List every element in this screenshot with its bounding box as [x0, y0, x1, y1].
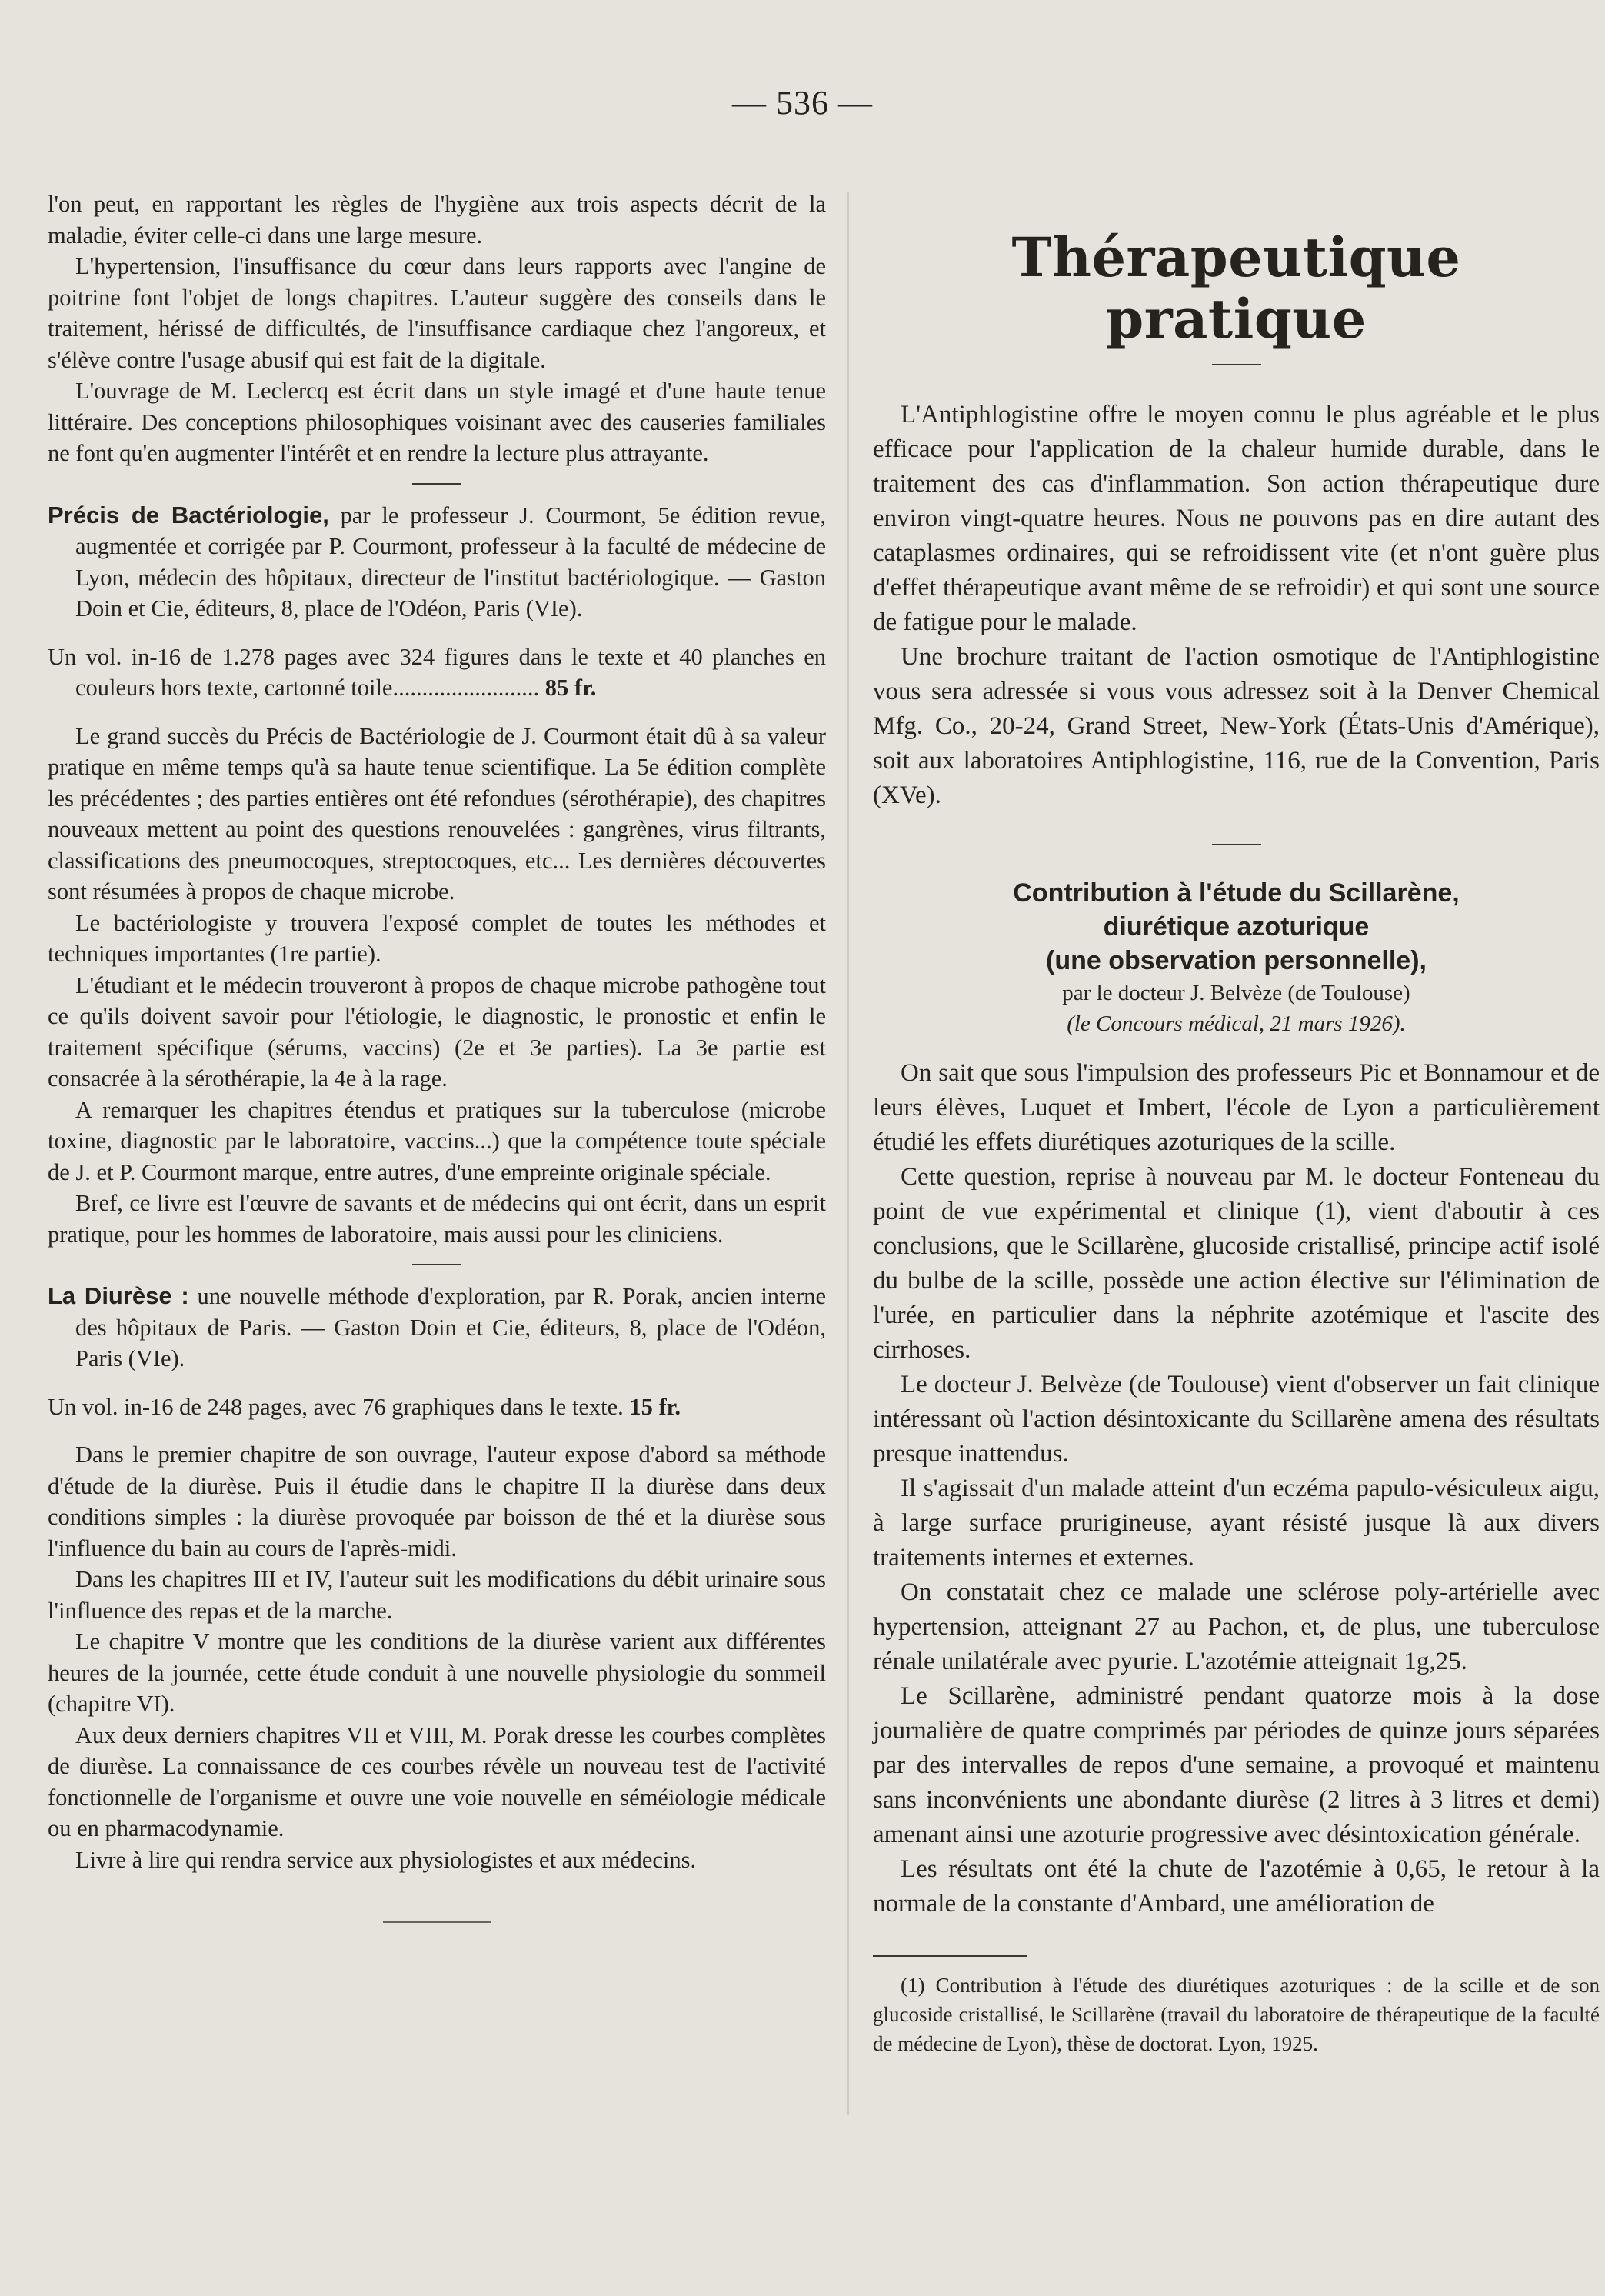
column-divider — [847, 192, 849, 2115]
review-volume-line — [48, 1391, 826, 1423]
review-paragraph: Le bactériologiste y trouvera l'exposé complet de toutes les méthodes et techniques importantes (1re partie). — [48, 909, 826, 967]
article-title-line: Contribution à l'étude du Scillarène, — [1013, 878, 1460, 908]
review-volume: Un vol. in-16 de 248 pages, avec 76 graphiques dans le texte. — [48, 1393, 624, 1420]
article-paragraph: Il s'agissait d'un malade atteint d'un eczéma papulo-vésiculeux aigu, à large surface prurigineuse, ayant résisté jusque là aux divers traitements internes et externes. — [873, 1475, 1600, 1571]
footnote: (1) Contribution à l'étude des diurétiques azoturiques : de la scille et de son glucoside cristallisé, le Scillarène (travail du laboratoire de thérapeutique de la faculté de médecine de Lyon), thèse de doctorat. Lyon, 1925. — [873, 1974, 1600, 2055]
review-paragraph: Dans les chapitres III et IV, l'auteur suit les modifications du débit urinaire sous l'influence des repas et de la marche. — [48, 1566, 826, 1624]
article-paragraph: Cette question, reprise à nouveau par M. le docteur Fonteneau du point de vue expérimental et clinique (1), vient d'aboutir à ces conclusions, que le Scillarène, glucoside cristallisé, principe actif isolé du bulbe de la scille, possède une action élective sur l'élimination de l'urée, en particulier dans la néphrite azotémique et l'ascite des cirrhoses. — [873, 1163, 1600, 1364]
review-paragraph: Dans le premier chapitre de son ouvrage, l'auteur expose d'abord sa méthode d'étude de la diurèse. Puis il étudie dans le chapitre II la diurèse dans deux conditions simples : la diurèse provoquée par boisson de thé et la diurèse sous l'influence du bain au cours de l'après-midi. — [48, 1441, 826, 1561]
review-citation: une nouvelle méthode d'exploration, par R. Porak, ancien interne des hôpitaux de Paris. — Gaston Doin et Cie, éditeurs, 8, place de l'Odéon, Paris (VIe). — [75, 1283, 827, 1371]
review-price: 85 fr. — [544, 675, 597, 701]
article-source: (le Concours médical, 21 mars 1926). — [1067, 1011, 1406, 1036]
left-column — [48, 188, 826, 1923]
review-bacteriologie — [48, 500, 826, 1251]
separator-rule — [1212, 364, 1261, 365]
review-citation: par le professeur J. Courmont, 5e édition revue, augmentée et corrigée par P. Courmont, professeur à la faculté de médecine de Lyon, médecin des hôpitaux, directeur de l'institut bactériologique. — Gaston Doin et Cie, éditeurs, 8, place de l'Odéon, Paris (VIe). — [75, 502, 826, 621]
review-paragraph: L'étudiant et le médecin trouveront à propos de chaque microbe pathogène tout ce qu'ils doivent savoir pour l'étiologie, le diagnostic, le pronostic et enfin le traitement spécifique (sérums, vaccins) (2e et 3e parties). La 3e partie est consacrée à la sérothérapie, la 4e à la rage. — [48, 971, 826, 1091]
article-paragraph: Le Scillarène, administré pendant quatorze mois à la dose journalière de quatre comprimés par périodes de quinze jours séparées par des intervalles de repos d'une semaine, a provoqué et maintenu sans inconvénients une abondante diurèse (2 litres à 3 litres et demi) amenant ainsi une azoturie progressive avec désintoxication générale. — [873, 1682, 1600, 1848]
intro-paragraph: l'on peut, en rapportant les règles de l'hygiène aux trois aspects décrit de la maladie, éviter celle-ci dans une large mesure. — [48, 191, 826, 248]
article-paragraph: On constatait chez ce malade une sclérose poly-artérielle avec hypertension, atteignant 27 au Pachon, et, de plus, une tuberculose rénale unilatérale avec pyurie. L'azotémie atteignait 1g,25. — [873, 1578, 1600, 1675]
bottom-ornament-rule — [383, 1921, 491, 1923]
review-heading — [48, 500, 826, 625]
review-price: 15 fr. — [629, 1393, 681, 1420]
review-title: La Diurèse : — [48, 1282, 189, 1309]
article-scillarene — [873, 876, 1600, 2058]
separator-rule — [1212, 844, 1261, 845]
page-number: — 536 — — [732, 84, 873, 122]
section-title: Thérapeutique pratique — [1011, 225, 1461, 351]
article-author: par le docteur J. Belvèze (de Toulouse) — [1062, 981, 1410, 1005]
review-paragraph: Livre à lire qui rendra service aux physiologistes et aux médecins. — [75, 1846, 697, 1873]
right-column — [873, 188, 1600, 2058]
footnote-rule — [873, 1955, 1027, 1957]
article-title-line: (une observation personnelle), — [1046, 946, 1427, 975]
intro-paragraph: L'hypertension, l'insuffisance du cœur dans leurs rapports avec l'angine de poitrine font l'objet de longs chapitres. L'auteur suggère des conseils dans le traitement, hérissé de difficultés, de l'insuffisance cardiaque chez l'angoreux, et s'élève contre l'usage abusif qui est fait de la digitale. — [48, 253, 826, 373]
review-paragraph: A remarquer les chapitres étendus et pratiques sur la tuberculose (microbe toxine, diagnostic par le laboratoire, vaccins...) que la compétence toute spéciale de J. et P. Courmont marque, entre autres, d'une empreinte originale spéciale. — [48, 1096, 826, 1185]
review-paragraph: Aux deux derniers chapitres VII et VIII, M. Porak dresse les courbes complètes de diurèse. La connaissance de ces courbes révèle un nouveau test de l'activité fonctionnelle de l'organisme et ouvre une voie nouvelle en séméiologie médicale ou en pharmacodynamie. — [48, 1721, 826, 1841]
intro-paragraph: L'ouvrage de M. Leclercq est écrit dans un style imagé et d'une haute tenue littéraire. Des conceptions philosophiques voisinant avec des causeries familiales ne font qu'en augmenter l'intérêt et en rendre la lecture plus attrayante. — [48, 378, 826, 466]
article-paragraph: Les résultats ont été la chute de l'azotémie à 0,65, le retour à la normale de la constante d'Ambard, une amélioration de — [873, 1855, 1600, 1918]
separator-rule — [412, 483, 461, 485]
separator-rule — [412, 1264, 461, 1265]
review-title: Précis de Bactériologie, — [48, 501, 329, 528]
review-paragraph: Bref, ce livre est l'œuvre de savants et de médecins qui ont écrit, dans un esprit pratique, pour les hommes de laboratoire, mais aussi pour les cliniciens. — [48, 1190, 826, 1248]
review-paragraph: Le chapitre V montre que les conditions de la diurèse varient aux différentes heures de la journée, cette étude conduit à une nouvelle physiologie du sommeil (chapitre VI). — [48, 1628, 826, 1717]
article-paragraph: Le docteur J. Belvèze (de Toulouse) vient d'observer un fait clinique intéressant où l'action désintoxicante du Scillarène amena des résultats presque inattendus. — [873, 1371, 1600, 1468]
article-title-line: diurétique azoturique — [1103, 912, 1370, 941]
review-volume: Un vol. in-16 de 1.278 pages avec 324 figures dans le texte et 40 planches en couleurs hors texte, cartonné toile......................... — [48, 643, 826, 701]
review-heading — [48, 1281, 826, 1375]
review-paragraph: Le grand succès du Précis de Bactériologie de J. Courmont était dû à sa valeur pratique en même temps qu'à sa haute tenue scientifique. La 5e édition complète les précédentes ; des parties entières ont été refondues (sérothérapie), des chapitres nouveaux mettent au point des questions renouvelées : gangrènes, virus filtrants, classifications des pneumocoques, streptocoques, etc... Les dernières découvertes sont résumées à propos de chaque microbe. — [48, 722, 826, 905]
review-volume-line — [48, 641, 826, 704]
review-diurese — [48, 1281, 826, 1875]
antiphlogistine-paragraph: Une brochure traitant de l'action osmotique de l'Antiphlogistine vous sera adressée si vous vous adressez soit à la Denver Chemical Mfg. Co., 20-24, Grand Street, New-York (États-Unis d'Amérique), soit aux laboratoires Antiphlogistine, 116, rue de la Convention, Paris (XVe). — [873, 643, 1600, 809]
article-paragraph: On sait que sous l'impulsion des professeurs Pic et Bonnamour et de leurs élèves, Luquet et Imbert, l'école de Lyon a particulièrement étudié les effets diurétiques azoturiques de la scille. — [873, 1059, 1600, 1156]
antiphlogistine-paragraph: L'Antiphlogistine offre le moyen connu le plus agréable et le plus efficace pour l'application de la chaleur humide durable, dans le traitement des cas d'inflammation. Son action thérapeutique dure environ vingt-quatre heures. Nous ne pouvons pas en dire autant des cataplasmes ordinaires, qui se refroidissent vite (et n'ont guère plus d'effet thérapeutique avant même de se refroidir) et qui sont une source de fatigue pour le malade. — [873, 401, 1600, 636]
